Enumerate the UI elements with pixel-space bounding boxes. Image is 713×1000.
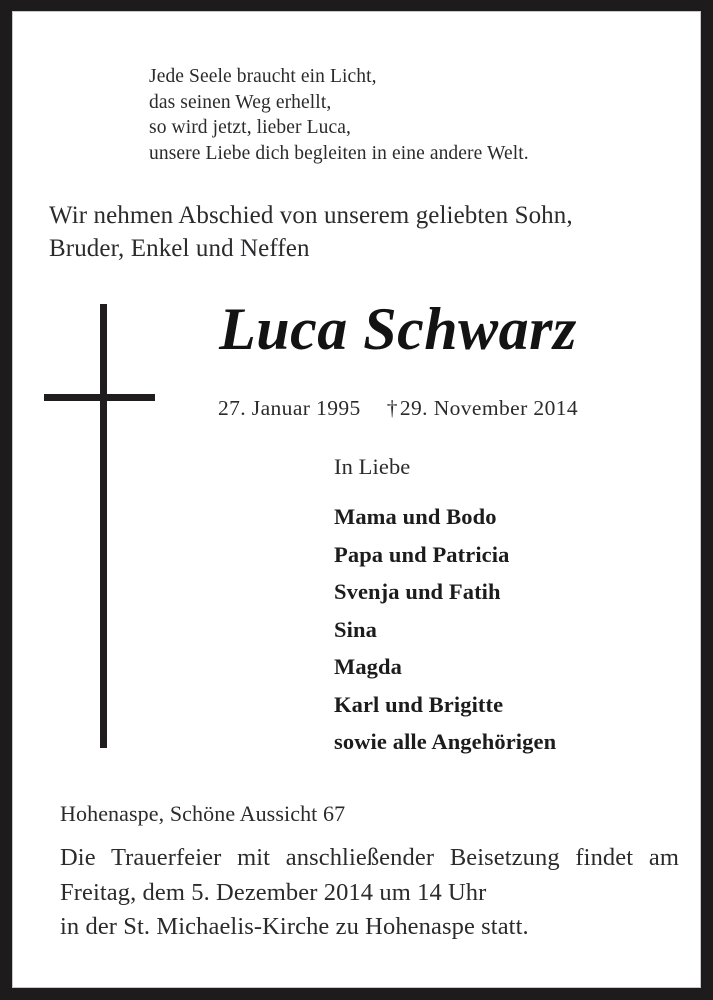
deceased-name: Luca Schwarz bbox=[219, 296, 577, 362]
death-date: 29. November 2014 bbox=[399, 396, 579, 420]
verse-line-4: unsere Liebe dich begleiten in eine andere Welt. bbox=[149, 142, 529, 164]
ceremony-last-line: in der St. Michaelis-Kirche zu Hohenaspe statt. bbox=[60, 913, 529, 940]
mourners-list bbox=[334, 456, 556, 761]
verse-line-3: so wird jetzt, lieber Luca, bbox=[149, 117, 351, 139]
ceremony-body: Die Trauerfeier mit anschließender Beisetzung findet am Freitag, dem 5. Dezember 2014 um 14 Uhr bbox=[60, 844, 679, 906]
mourners-intro: In Liebe bbox=[334, 454, 411, 479]
verse-line-2: das seinen Weg erhellt, bbox=[149, 91, 332, 113]
memorial-verse bbox=[149, 64, 529, 166]
latin-cross-icon bbox=[31, 290, 171, 755]
life-dates bbox=[163, 396, 633, 421]
family-address: Hohenaspe, Schöne Aussicht 67 bbox=[60, 801, 346, 826]
ceremony-details bbox=[60, 841, 679, 945]
mourner-name: Sina bbox=[334, 616, 377, 642]
cross-horizontal-bar bbox=[44, 394, 155, 401]
mourner-name: Mama und Bodo bbox=[334, 504, 497, 529]
mourner-name: sowie alle Angehörigen bbox=[334, 729, 557, 754]
verse-line-1: Jede Seele braucht ein Licht, bbox=[149, 66, 377, 87]
farewell-statement bbox=[49, 199, 689, 265]
mourner-name: Magda bbox=[334, 654, 402, 679]
death-dagger-icon: † bbox=[386, 396, 398, 420]
cross-vertical-bar bbox=[100, 304, 107, 748]
mourner-name: Karl und Brigitte bbox=[334, 691, 504, 717]
farewell-line-2: Bruder, Enkel und Neffen bbox=[49, 235, 310, 262]
birth-date: 27. Januar 1995 bbox=[217, 396, 361, 420]
mourner-name: Svenja und Fatih bbox=[334, 579, 501, 604]
notice-paper bbox=[13, 12, 700, 987]
mourner-name: Papa und Patricia bbox=[334, 541, 510, 567]
farewell-line-1: Wir nehmen Abschied von unserem geliebten Sohn, bbox=[49, 202, 573, 229]
